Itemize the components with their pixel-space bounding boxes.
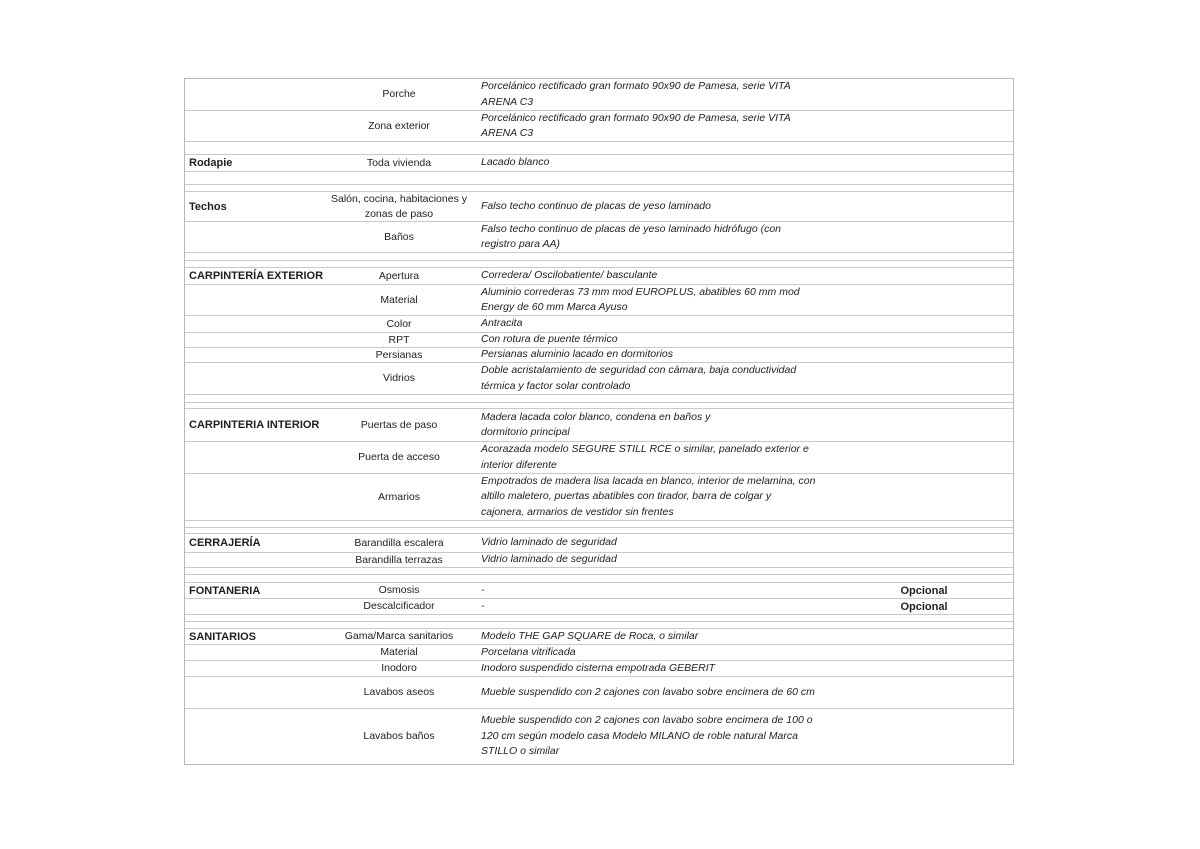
category-cell xyxy=(185,111,327,141)
text-line: interior diferente xyxy=(481,458,557,471)
table-row xyxy=(185,333,1013,348)
text-line: Salón, cocina, habitaciones y xyxy=(330,193,467,205)
item-cell xyxy=(327,363,471,394)
text-line: Vidrio laminado de seguridad xyxy=(481,536,617,549)
table-row xyxy=(185,316,1013,333)
note-cell xyxy=(835,645,1013,660)
text-line: Acorazada modelo SEGURE STILL RCE o similar, panelado exterior e xyxy=(481,443,809,455)
description-cell xyxy=(471,661,835,676)
text-line: Puertas de paso xyxy=(360,418,438,431)
note-cell xyxy=(835,474,1013,520)
table-row xyxy=(185,629,1013,645)
table-row xyxy=(185,79,1013,111)
category-cell xyxy=(185,285,327,315)
text-line: Porcelánico rectificado gran formato 90x90 de Pamesa, serie VITA xyxy=(481,80,791,92)
text-line: Inodoro suspendido cisterna empotrada GEBERIT xyxy=(481,661,716,674)
description-cell xyxy=(471,645,835,660)
item-cell xyxy=(327,599,471,614)
description-cell xyxy=(471,348,835,362)
text-line: Lacado blanco xyxy=(481,156,550,169)
text-line: Persianas xyxy=(375,348,423,361)
note-cell xyxy=(835,442,1013,473)
text-line: dormitorio principal xyxy=(481,426,570,438)
item-cell xyxy=(327,645,471,660)
description-cell xyxy=(471,111,835,141)
item-cell xyxy=(327,534,471,552)
text-line: Antracita xyxy=(481,317,523,330)
category-cell: Rodapie xyxy=(189,157,233,169)
note-cell xyxy=(835,192,1013,221)
text-line: Osmosis xyxy=(378,584,420,597)
table-row xyxy=(185,155,1013,172)
spacer-row xyxy=(185,568,1013,575)
text-line: Falso techo continuo de placas de yeso laminado hidrófugo (con xyxy=(481,222,782,235)
note-cell xyxy=(835,534,1013,552)
item-cell xyxy=(327,677,471,708)
description-cell xyxy=(471,79,835,110)
category-cell xyxy=(185,474,327,520)
table-row xyxy=(185,222,1013,253)
table-row xyxy=(185,677,1013,709)
note-cell xyxy=(835,348,1013,362)
category-cell: Techos xyxy=(189,200,227,213)
table-row xyxy=(185,268,1013,285)
description-cell xyxy=(471,534,835,552)
spacer-row xyxy=(185,261,1013,268)
text-line: altillo maletero, puertas abatibles con tirador, barra de colgar y xyxy=(481,490,772,503)
text-line: Modelo THE GAP SQUARE de Roca, o similar xyxy=(481,629,699,642)
spacer-row xyxy=(185,615,1013,622)
item-cell xyxy=(327,268,471,284)
text-line: Inodoro xyxy=(381,662,417,675)
text-line: Zona exterior xyxy=(368,119,430,132)
item-cell xyxy=(327,442,471,473)
item-cell xyxy=(327,409,471,441)
category-cell xyxy=(185,333,327,347)
description-cell xyxy=(471,709,835,764)
text-line: STILLO o similar xyxy=(481,745,560,758)
category-cell xyxy=(185,348,327,362)
item-cell xyxy=(327,79,471,110)
item-cell xyxy=(327,222,471,252)
category-cell: CARPINTERÍA EXTERIOR xyxy=(189,270,324,282)
table-row xyxy=(185,192,1013,222)
table-row xyxy=(185,474,1013,521)
note-cell xyxy=(835,409,1013,441)
category-cell: CERRAJERÍA xyxy=(189,537,261,549)
item-cell xyxy=(327,155,471,171)
spec-table xyxy=(184,78,1014,765)
text-line: Mueble suspendido con 2 cajones con lavabo sobre encimera de 100 o xyxy=(481,714,813,727)
description-cell xyxy=(471,553,835,567)
item-cell xyxy=(327,333,471,347)
table-row xyxy=(185,348,1013,363)
text-line: Barandilla escalera xyxy=(354,536,444,549)
table-row xyxy=(185,661,1013,677)
item-cell xyxy=(327,629,471,644)
description-cell xyxy=(471,222,835,252)
spacer-row xyxy=(185,521,1013,528)
text-line: Color xyxy=(386,317,412,330)
item-cell xyxy=(327,474,471,520)
table-row xyxy=(185,442,1013,474)
text-line: Material xyxy=(380,646,418,659)
description-cell xyxy=(471,442,835,473)
description-cell xyxy=(471,316,835,332)
category-cell xyxy=(185,645,327,660)
text-line: Vidrios xyxy=(383,372,415,385)
text-line: Lavabos baños xyxy=(363,730,435,743)
text-line: Toda vivienda xyxy=(366,156,432,169)
note-cell xyxy=(835,79,1013,110)
note-cell xyxy=(835,222,1013,252)
category-cell xyxy=(185,442,327,473)
text-line: Porcelánico rectificado gran formato 90x90 de Pamesa, serie VITA xyxy=(481,111,791,124)
category-cell xyxy=(185,316,327,332)
description-cell xyxy=(471,192,835,221)
item-cell xyxy=(327,661,471,676)
category-cell xyxy=(185,661,327,676)
category-cell: CARPINTERIA INTERIOR xyxy=(189,419,320,431)
table-row xyxy=(185,534,1013,553)
text-line: térmica y factor solar controlado xyxy=(481,379,631,392)
note-cell xyxy=(835,363,1013,394)
item-cell xyxy=(327,192,471,221)
text-line: Vidrio laminado de seguridad xyxy=(481,553,617,566)
note-cell xyxy=(835,285,1013,315)
text-line: Armarios xyxy=(377,490,420,503)
text-line: cajonera, armarios de vestidor sin frentes xyxy=(481,505,674,518)
note-cell xyxy=(835,268,1013,284)
description-cell xyxy=(471,629,835,644)
table-row xyxy=(185,409,1013,442)
item-cell xyxy=(327,111,471,141)
category-cell xyxy=(185,222,327,252)
text-line: Empotrados de madera lisa lacada en blanco, interior de melamina, con xyxy=(481,474,816,487)
note-cell: Opcional xyxy=(900,600,948,613)
spacer-row xyxy=(185,142,1013,155)
item-cell xyxy=(327,709,471,764)
description-cell xyxy=(471,409,835,441)
text-line: Apertura xyxy=(378,269,420,282)
description-cell xyxy=(471,583,835,598)
text-line: Doble acristalamiento de seguridad con cámara, baja conductividad xyxy=(481,364,797,376)
note-cell xyxy=(835,677,1013,708)
note-cell: Opcional xyxy=(900,584,948,597)
text-line: Falso techo continuo de placas de yeso laminado xyxy=(481,199,711,212)
table-row xyxy=(185,645,1013,661)
text-line: ARENA C3 xyxy=(481,127,534,139)
text-line: Persianas aluminio lacado en dormitorios xyxy=(481,348,674,361)
category-cell xyxy=(185,677,327,708)
note-cell xyxy=(835,553,1013,567)
spacer-row xyxy=(185,172,1013,185)
table-row xyxy=(185,111,1013,142)
text-line: Puerta de acceso xyxy=(358,451,440,464)
text-line: Madera lacada color blanco, condena en baños y xyxy=(481,410,711,423)
category-cell xyxy=(185,79,327,110)
text-line: ARENA C3 xyxy=(481,95,534,108)
note-cell xyxy=(835,661,1013,676)
description-cell xyxy=(471,363,835,394)
spacer-row xyxy=(185,395,1013,403)
text-line: Lavabos aseos xyxy=(363,686,435,699)
text-line: registro para AA) xyxy=(481,238,560,250)
description-cell xyxy=(471,599,835,614)
text-line: Descalcificador xyxy=(363,600,435,613)
category-cell: FONTANERIA xyxy=(189,584,261,597)
table-row xyxy=(185,285,1013,316)
note-cell xyxy=(835,111,1013,141)
description-cell xyxy=(471,333,835,347)
text-line: Barandilla terrazas xyxy=(355,553,443,566)
item-cell xyxy=(327,316,471,332)
description-cell xyxy=(471,155,835,171)
text-line: Energy de 60 mm Marca Ayuso xyxy=(481,301,628,313)
text-line: - xyxy=(481,599,485,612)
description-cell xyxy=(471,474,835,520)
item-cell xyxy=(327,583,471,598)
table-row xyxy=(185,583,1013,599)
note-cell xyxy=(835,629,1013,644)
spacer-row xyxy=(185,253,1013,261)
text-line: Gama/Marca sanitarios xyxy=(344,630,454,643)
note-cell xyxy=(835,333,1013,347)
text-line: Mueble suspendido con 2 cajones con lavabo sobre encimera de 60 cm xyxy=(481,685,815,698)
text-line: Porche xyxy=(382,88,416,101)
item-cell xyxy=(327,348,471,362)
text-line: Aluminio correderas 73 mm mod EUROPLUS, abatibles 60 mm mod xyxy=(481,285,800,298)
table-row xyxy=(185,363,1013,395)
text-line: - xyxy=(481,583,485,596)
note-cell xyxy=(835,316,1013,332)
spacer-row xyxy=(185,185,1013,192)
category-cell xyxy=(185,553,327,567)
category-cell xyxy=(185,709,327,764)
text-line: Material xyxy=(380,293,418,306)
table-row xyxy=(185,709,1013,764)
description-cell xyxy=(471,268,835,284)
table-row xyxy=(185,599,1013,615)
text-line: Porcelana vitrificada xyxy=(481,645,576,658)
category-cell xyxy=(185,599,327,614)
category-cell xyxy=(185,363,327,394)
text-line: Corredera/ Oscilobatiente/ basculante xyxy=(481,269,658,282)
note-cell xyxy=(835,155,1013,171)
category-cell: SANITARIOS xyxy=(189,630,257,643)
description-cell xyxy=(471,677,835,708)
note-cell xyxy=(835,709,1013,764)
text-line: 120 cm según modelo casa Modelo MILANO de roble natural Marca xyxy=(481,729,798,742)
item-cell xyxy=(327,553,471,567)
text-line: zonas de paso xyxy=(364,207,434,220)
item-cell xyxy=(327,285,471,315)
text-line: RPT xyxy=(388,333,410,346)
text-line: Baños xyxy=(384,230,414,243)
text-line: Con rotura de puente térmico xyxy=(481,333,618,346)
description-cell xyxy=(471,285,835,315)
table-row xyxy=(185,553,1013,568)
